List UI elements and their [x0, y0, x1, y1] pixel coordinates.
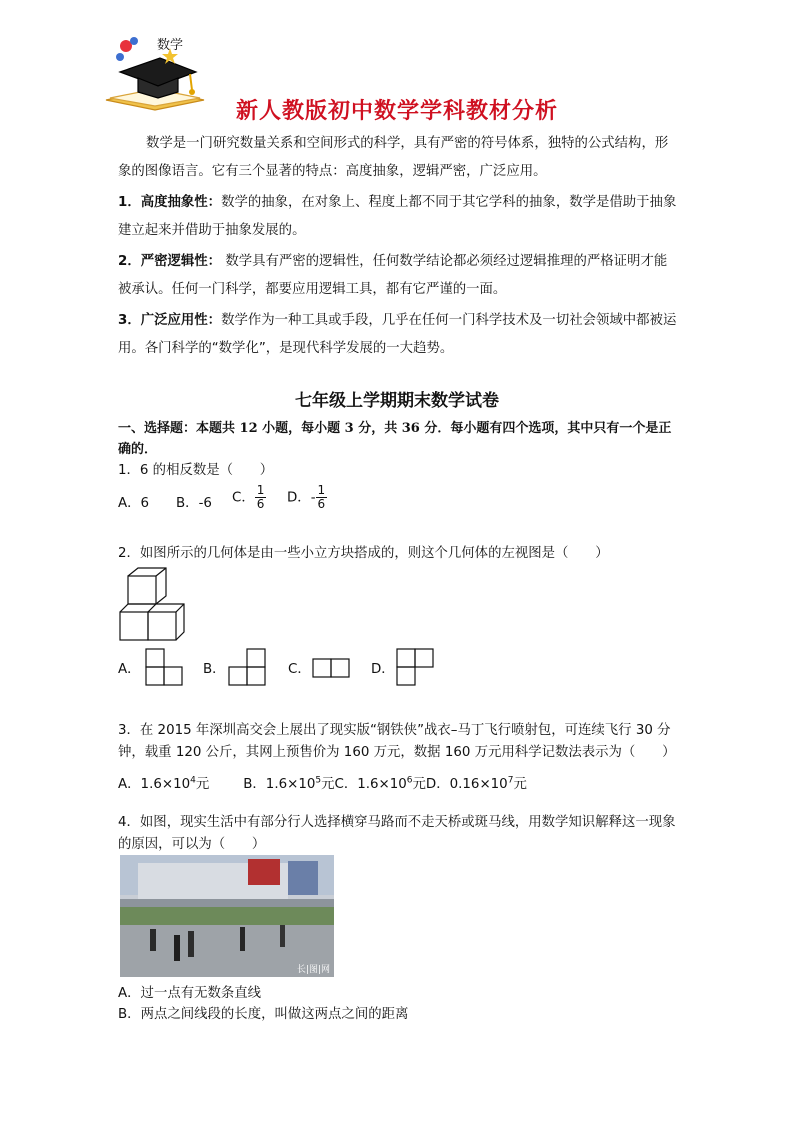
- intro-text: 数学是一门研究数量关系和空间形式的科学，具有严密的符号体系，独特的公式结构，形象的图像语言。它有三个显著的特点：高度抽象，逻辑严密，广泛应用。: [118, 136, 669, 179]
- q2-option-d-figure: [396, 648, 436, 688]
- q2-option-a-figure: [145, 648, 185, 688]
- point-3-text: 数学作为一种工具或手段，几乎在任何一门科学技术及一切社会领域中都被运用。各门科学的“数学化”，是现代科学发展的一大趋势。: [118, 313, 677, 356]
- q1-option-d-fraction: [316, 484, 328, 511]
- q1-option-a: A．6: [118, 496, 150, 511]
- q4-street-photo: [120, 855, 334, 977]
- q2-option-d-label: D．: [371, 662, 395, 677]
- exam-title: 七年级上学期期末数学试卷: [295, 391, 499, 411]
- point-3: [118, 307, 678, 363]
- question-3-stem: 3．在 2015 年深圳高交会上展出了现实版“钢铁侠”战衣–马丁飞行喷射包，可连续飞行 30 分钟，载重 120 公斤，其网上预售价为 160 万元，数据 160 万元用科学记数法表示为（ ）: [118, 723, 676, 760]
- q1-option-d-prefix: D．-: [287, 490, 316, 506]
- street-crossing-photo: [120, 855, 334, 977]
- question-4-stem: 4．如图，现实生活中有部分行人选择横穿马路而不走天桥或斑马线，用数学知识解释这一现象的原因，可以为（ ）: [118, 815, 676, 852]
- q1-option-c-fraction: [255, 484, 267, 511]
- q2-option-a-label: A．: [118, 662, 141, 677]
- point-1-text: 数学的抽象，在对象上、程度上都不同于其它学科的抽象，数学是借助于抽象建立起来并借助于抽象发展的。: [118, 195, 677, 238]
- fraction-numerator: 1: [317, 483, 326, 497]
- q1-option-c: [232, 484, 266, 511]
- q3-option-a-unit: 元: [195, 777, 210, 792]
- point-3-label: 3．广泛应用性：: [118, 313, 222, 328]
- q2-option-c-label: C．: [288, 662, 311, 677]
- q1-option-d: [287, 484, 327, 511]
- q3-option-b: B．1.6×10: [243, 777, 316, 792]
- point-1: [118, 189, 678, 245]
- q2-option-c-figure: [312, 658, 352, 678]
- fraction-numerator: 1: [256, 483, 265, 497]
- point-1-label: 1．高度抽象性：: [118, 195, 222, 210]
- question-1-stem: 1．6 的相反数是（ ）: [118, 463, 274, 478]
- q3-option-d-unit: 元: [513, 777, 527, 792]
- q2-option-b-figure: [228, 648, 268, 688]
- q4-option-b: B．两点之间线段的长度，叫做这两点之间的距离: [118, 1007, 409, 1022]
- page-title: 新人教版初中数学学科教材分析: [235, 99, 558, 124]
- q3-option-d: D．0.16×10: [425, 777, 508, 792]
- fraction-denominator: 6: [256, 497, 265, 511]
- point-2-text: 数学具有严密的逻辑性，任何数学结论都必须经过逻辑推理的严格证明才能被承认。任何一门科学，都要应用逻辑工具，都有它严谨的一面。: [118, 254, 668, 297]
- q3-option-c-exponent: 6: [406, 775, 413, 786]
- point-2: [118, 248, 678, 304]
- q2-option-b-label: B．: [203, 662, 226, 677]
- q3-option-b-exponent: 5: [315, 775, 322, 786]
- q4-option-a: A．过一点有无数条直线: [118, 986, 262, 1001]
- q3-options: [118, 773, 527, 792]
- q3-option-a: A．1.6×10: [118, 777, 191, 792]
- fraction-denominator: 6: [317, 497, 326, 511]
- q1-option-c-prefix: C．: [232, 490, 255, 506]
- section-1-header: 一、选择题：本题共 12 小题，每小题 3 分，共 36 分．每小题有四个选项，其中只有一个是正确的．: [118, 421, 672, 457]
- intro-paragraph: [118, 130, 678, 186]
- q3-option-b-unit: 元: [321, 777, 335, 792]
- q3-option-c: C．1.6×10: [334, 777, 407, 792]
- point-2-label: 2．严密逻辑性：: [118, 254, 222, 269]
- q3-option-a-exponent: 4: [190, 775, 196, 786]
- photo-watermark: 长|图|网: [296, 965, 330, 975]
- q2-cube-figure: [118, 566, 188, 642]
- question-2-stem: 2．如图所示的几何体是由一些小立方块搭成的，则这个几何体的左视图是（ ）: [118, 546, 609, 561]
- q3-option-c-unit: 元: [412, 777, 426, 792]
- logo-label: 数学: [157, 38, 184, 53]
- q3-option-d-exponent: 7: [507, 775, 514, 786]
- q1-option-b: B．-6: [176, 496, 212, 511]
